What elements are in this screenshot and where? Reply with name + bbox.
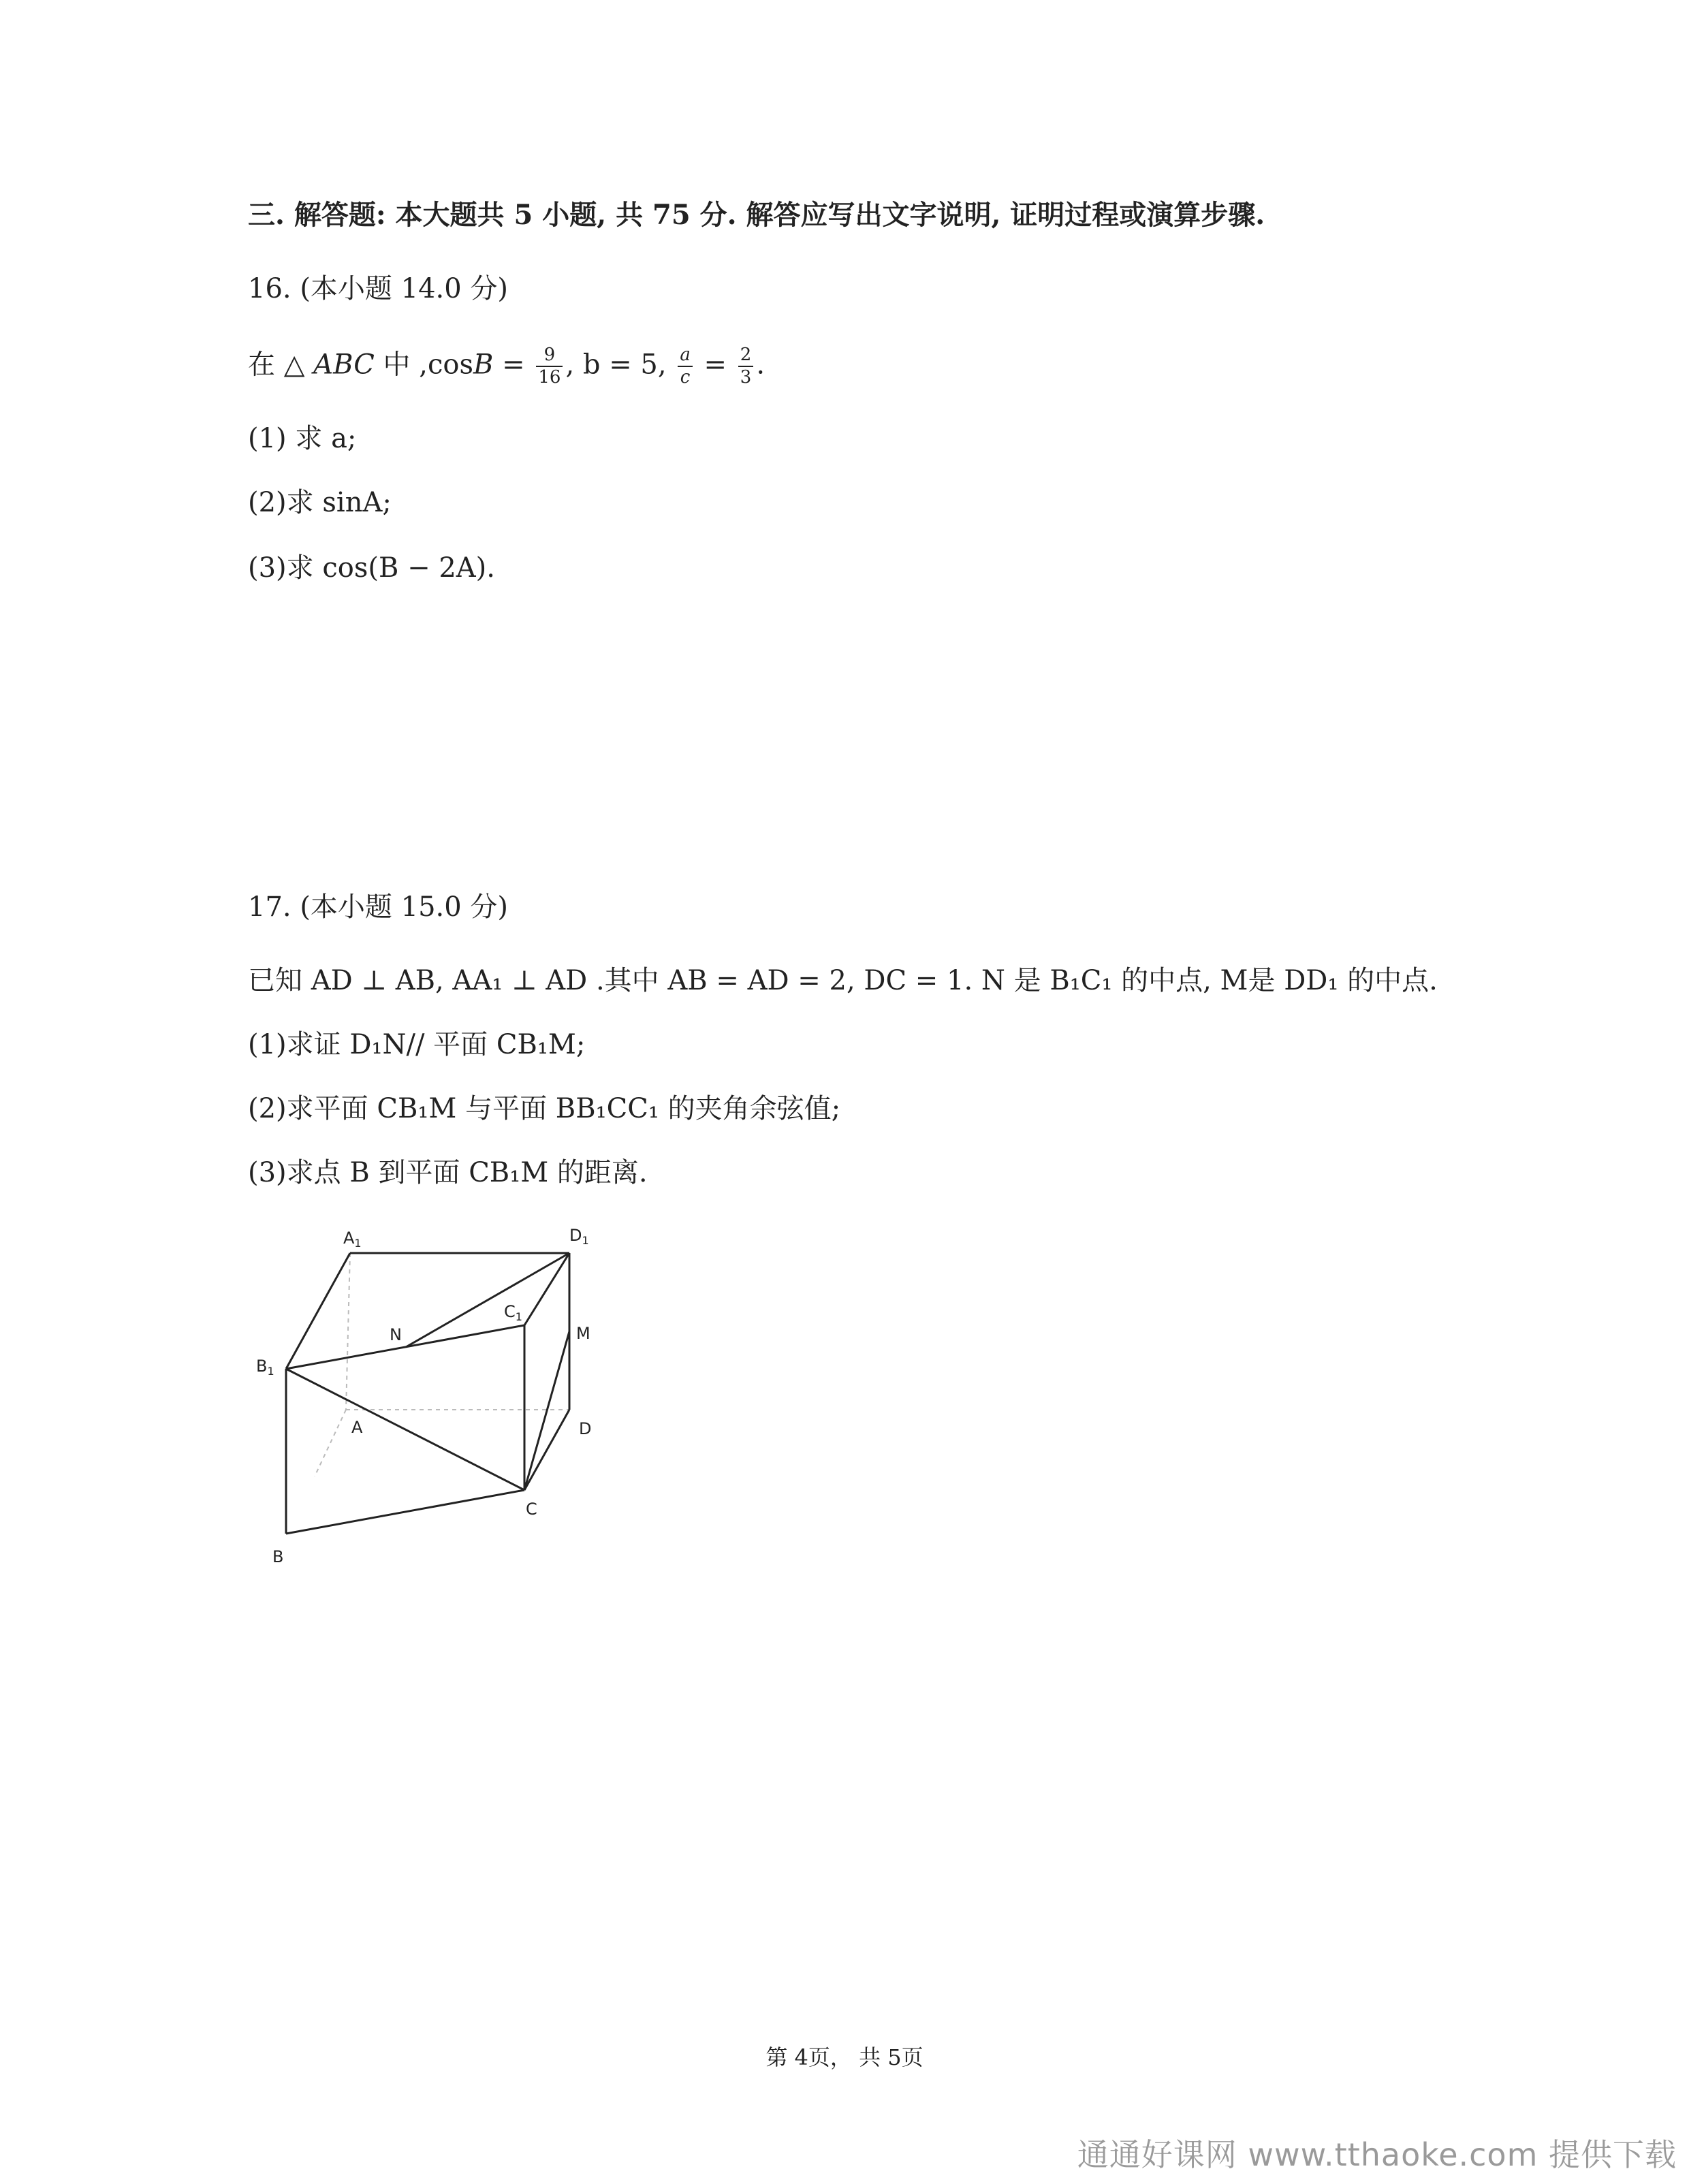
q16-cos-den: 16 xyxy=(538,367,561,388)
q16-b-part: , b = 5, xyxy=(565,349,667,381)
q16-title: 16. (本小题 14.0 分) xyxy=(248,273,509,304)
q17-part-1: (1)求证 D₁N// 平面 CB₁M; xyxy=(248,1029,586,1060)
q16-eq2: = xyxy=(695,349,736,381)
q16-value-fraction xyxy=(738,346,754,387)
label-c: C xyxy=(526,1500,537,1519)
q17-stem: 已知 AD ⊥ AB, AA₁ ⊥ AD .其中 AB = AD = 2, DC = 1. N 是 B₁C₁ 的中点, M是 DD₁ 的中点. xyxy=(248,965,1438,996)
q16-eq: = xyxy=(493,349,534,381)
page-footer: 第 4页， 共 5页 xyxy=(765,2044,924,2070)
q16-ratio-den: c xyxy=(680,367,691,388)
q17-part-2: (2)求平面 CB₁M 与平面 BB₁CC₁ 的夹角余弦值; xyxy=(248,1093,841,1124)
q16-ratio-fraction xyxy=(678,346,693,387)
q16-cos-fraction xyxy=(536,346,563,387)
q17-title: 17. (本小题 15.0 分) xyxy=(248,891,509,923)
edge-a1-b1 xyxy=(286,1253,350,1369)
edge-c1-d1 xyxy=(524,1253,569,1325)
label-a1: $A_1$ xyxy=(343,1229,362,1250)
q16-stem xyxy=(248,346,765,387)
visible-edges xyxy=(286,1253,569,1534)
label-d: D xyxy=(579,1419,592,1438)
label-n: N xyxy=(390,1325,402,1344)
edge-a1-a xyxy=(346,1253,350,1410)
label-b: B xyxy=(272,1547,284,1566)
q16-value-den: 3 xyxy=(740,367,752,388)
q16-ratio-num: a xyxy=(678,346,693,367)
edge-c-d xyxy=(524,1410,569,1490)
watermark: 通通好课网 www.tthaoke.com 提供下载 xyxy=(1077,2136,1677,2173)
q16-value-num: 2 xyxy=(738,346,754,367)
label-c1: $C_1$ xyxy=(504,1302,522,1323)
q17-part-3: (3)求点 B 到平面 CB₁M 的距离. xyxy=(248,1157,648,1188)
segment-b1-c xyxy=(286,1369,524,1490)
prism-figure xyxy=(245,1212,627,1580)
label-b1: $B_1$ xyxy=(256,1357,274,1378)
hidden-edges xyxy=(315,1253,569,1476)
q16-stem-prefix: 在 △ xyxy=(248,349,305,381)
q16-part-2: (2)求 sinA; xyxy=(248,487,392,518)
q16-triangle: ABC xyxy=(313,349,375,381)
label-d1: $D_1$ xyxy=(569,1226,589,1247)
q16-stem-mid: 中 ,cos xyxy=(374,349,473,381)
segment-c-m xyxy=(524,1331,569,1490)
q16-part-3: (3)求 cos(B − 2A). xyxy=(248,552,495,584)
section-header: 三. 解答题: 本大题共 5 小题, 共 75 分. 解答应写出文字说明, 证明过程或演算步骤. xyxy=(248,199,1265,231)
q16-cos-num: 9 xyxy=(536,346,563,367)
edge-b-c xyxy=(286,1490,524,1534)
label-m: M xyxy=(576,1324,590,1343)
q16-cos-arg: B xyxy=(473,349,494,381)
edge-b1-c1 xyxy=(286,1325,524,1369)
edge-a-b xyxy=(315,1410,346,1476)
q16-stem-end: . xyxy=(756,349,765,381)
label-a: A xyxy=(351,1418,363,1437)
q16-part-1: (1) 求 a; xyxy=(248,423,357,454)
